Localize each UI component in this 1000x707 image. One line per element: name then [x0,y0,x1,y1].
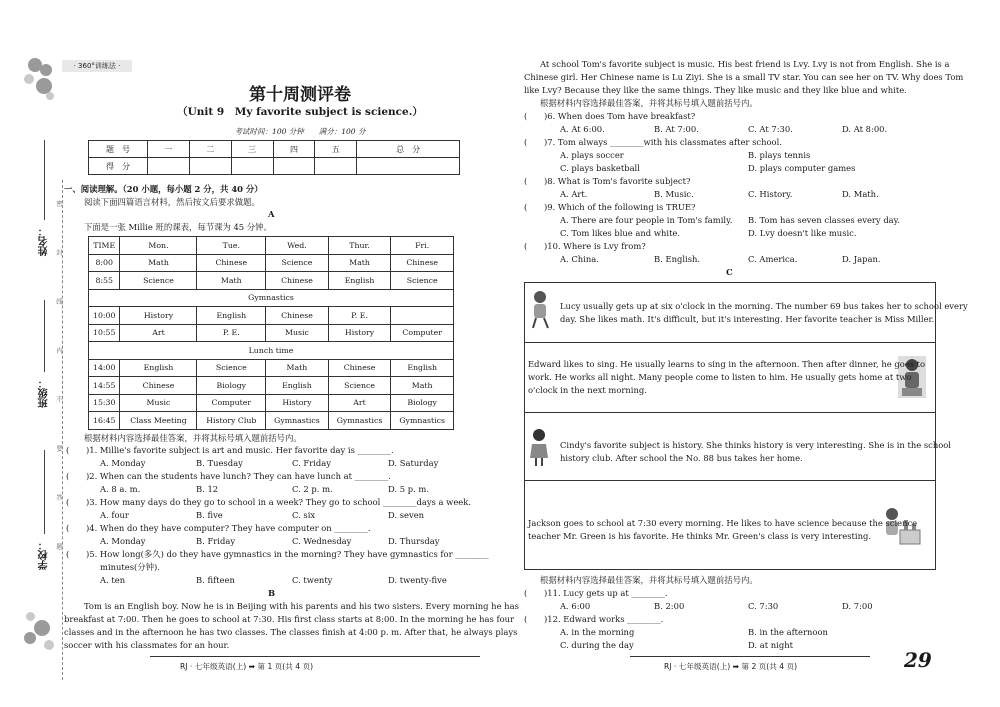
schedule-col-header: Wed. [266,237,329,255]
option[interactable]: D. plays computer games [748,163,856,173]
schedule-cell: English [328,272,391,290]
passage-b-line: breakfast at 7:00. Then he goes to school at 7:30. His first class starts at 8:00. In the morning he has four [64,614,515,624]
option[interactable]: A. 8 a. m. [100,484,141,494]
schedule-cell: Math [266,359,329,377]
passage-b-line: Tom is an English boy. Now he is in Beijing with his parents and his two sisters. Every morning he has [84,601,519,611]
score-cell[interactable] [357,158,460,175]
seal-notice: 密 封 线 内 不 要 答 题 [55,200,63,568]
schedule-row [89,254,454,272]
schedule-cell: 8:55 [89,272,120,290]
divider [524,480,935,481]
footer-right: RJ · 七年级英语(上) ➡ 第 2 页(共 4 页) [664,662,798,671]
schedule-cell: 15:30 [89,394,120,412]
score-table [88,140,460,175]
schedule-cell: Chinese [391,254,454,272]
schedule-cell: History [120,307,197,325]
question-3: ( )3. How many days do they go to school in a week? They go to school ________days a week. [66,497,471,507]
option[interactable]: C. At 7:30. [748,124,793,134]
score-header: 四 [273,141,315,158]
question-7: ( )7. Tom always ________with his classmates after school. [524,137,782,147]
schedule-row [89,307,454,325]
schedule-cell: 8:00 [89,254,120,272]
option[interactable]: C. 7:30 [748,601,779,611]
score-cell[interactable] [148,158,190,175]
passage-b-label: B [268,588,276,598]
score-row-label: 得 分 [89,158,148,175]
class-line[interactable] [44,300,45,372]
question-8: ( )8. What is Tom's favorite subject? [524,176,691,186]
schedule-cell: Math [328,254,391,272]
passage-c-line: work. He works all night. Many people come to listen to him. He usually gets home at two [528,372,912,382]
option[interactable]: A. ten [100,575,126,585]
schedule-cell: Chinese [120,377,197,395]
option[interactable]: A. There are four people in Tom's family. [560,215,733,225]
schedule-cell: English [391,359,454,377]
option[interactable]: C. 2 p. m. [292,484,333,494]
decor-circle [40,64,52,76]
passage-c-line: Cindy's favorite subject is history. She thinks history is very interesting. She is in the school [560,440,951,450]
passage-b-line: soccer with his classmates for an hour. [64,640,230,650]
passage-c-line: o'clock in the next morning. [528,385,647,395]
option[interactable]: C. Friday [292,458,332,468]
page-title: 第十周测评卷 [249,85,351,105]
lucy-figure-icon [528,290,552,330]
option[interactable]: A. Art. [560,189,588,199]
schedule-cell: Art [120,324,197,342]
option[interactable]: C. during the day [560,640,634,650]
schedule-cell: Math [391,377,454,395]
schedule-cell: Science [120,272,197,290]
passage-a-label: A [268,209,275,219]
schedule-row [89,412,454,430]
schedule-row [89,359,454,377]
schedule-cell: History Club [197,412,266,430]
question-2: ( )2. When can the students have lunch? They can have lunch at ________. [66,471,391,481]
schedule-cell: 10:00 [89,307,120,325]
passage-c-line: Edward likes to sing. He usually learns to sing in the afternoon. Then after dinner, he goes to [528,359,926,369]
schedule-cell: Gymnastics [328,412,391,430]
schedule-col-header: TIME [89,237,120,255]
schedule-cell: Chinese [328,359,391,377]
decor-circle [24,632,36,644]
section-instruction: 阅读下面四篇语言材料，然后按文后要求做题。 [84,197,260,207]
schedule-cell: Biology [391,394,454,412]
cindy-figure-icon [528,428,550,468]
schedule-row [89,377,454,395]
passage-c-line: history club. After school the No. 88 bus takes her home. [560,453,803,463]
option[interactable]: C. plays basketball [560,163,640,173]
option[interactable]: B. 2:00 [654,601,685,611]
option[interactable]: D. At 8:00. [842,124,888,134]
option[interactable]: C. History. [748,189,793,199]
exam-info: 考试时间：100 分钟 满分：100 分 [234,127,366,136]
option[interactable]: B. Music. [654,189,694,199]
question-12: ( )12. Edward works ________. [524,614,664,624]
divider [524,342,935,343]
schedule-row [89,394,454,412]
option[interactable]: D. Thursday [388,536,440,546]
score-header: 五 [315,141,357,158]
passage-c-line: teacher Mr. Green is his favorite. He thinks Mr. Green's class is very interesting. [528,531,872,541]
schedule-cell: Class Meeting [120,412,197,430]
option[interactable]: A. Monday [100,458,146,468]
schedule-cell: Chinese [197,254,266,272]
footer-rule [150,656,480,657]
option[interactable]: C. six [292,510,316,520]
schedule-cell: Chinese [266,272,329,290]
schedule-cell: Music [120,394,197,412]
passage-c-line: day. She likes math. It's difficult, but it's interesting. Her favorite teacher is Miss Miller. [560,314,935,324]
score-header: 题 号 [89,141,148,158]
schedule-row [89,324,454,342]
page-subtitle: （Unit 9 My favorite subject is science.） [177,106,423,118]
option[interactable]: D. Japan. [842,254,881,264]
schedule-break: Gymnastics [89,289,454,307]
decor-circle [34,620,50,636]
option[interactable]: A. plays soccer [560,150,624,160]
option[interactable]: C. America. [748,254,798,264]
option[interactable]: A. four [100,510,129,520]
option[interactable]: B. English. [654,254,701,264]
passage-c-line: Lucy usually gets up at six o'clock in the morning. The number 69 bus takes her to school every [560,301,968,311]
score-header: 二 [189,141,231,158]
decor-circle [46,92,54,100]
schedule-break: Lunch time [89,342,454,360]
schedule-cell: Gymnastics [391,412,454,430]
passage-b-line: At school Tom's favorite subject is music. His best friend is Lvy. Lvy is not from English. She is a [540,59,950,69]
option[interactable]: B. 12 [196,484,219,494]
schedule-cell: 14:55 [89,377,120,395]
schedule-table [88,236,454,430]
option[interactable]: A. At 6:00. [560,124,605,134]
option[interactable]: A. 6:00 [560,601,591,611]
option[interactable]: B. plays tennis [748,150,811,160]
score-cell[interactable] [189,158,231,175]
schedule-col-header: Tue. [197,237,266,255]
class-label: 班级： [39,378,50,408]
schedule-cell: Math [197,272,266,290]
passage-b-line: Chinese girl. Her Chinese name is Lu Ziyi. She is a small TV star. You can see her on TV. Why does Tom [524,72,964,82]
passage-a-directions: 根据材料内容选择最佳答案，并将其标号填入题前括号内。 [84,433,302,443]
option[interactable]: D. Saturday [388,458,439,468]
schedule-cell: P. E. [328,307,391,325]
option[interactable]: D. Math. [842,189,879,199]
school-line[interactable] [44,450,45,534]
option[interactable]: B. fifteen [196,575,235,585]
option[interactable]: B. Friday [196,536,236,546]
schedule-cell: 10:55 [89,324,120,342]
schedule-cell: Chinese [266,307,329,325]
schedule-break-row [89,342,454,360]
schedule-cell: Art [328,394,391,412]
brand-tag: · 360°训练法 · [62,60,132,72]
decor-circle [24,74,34,84]
schedule-cell: Science [266,254,329,272]
passage-c-directions: 根据材料内容选择最佳答案，并将其标号填入题前括号内。 [540,575,758,585]
name-line[interactable] [44,140,45,220]
schedule-col-header: Fri. [391,237,454,255]
footer-left: RJ · 七年级英语(上) ➡ 第 1 页(共 4 页) [180,662,314,671]
footer-rule [630,656,870,657]
schedule-break-row [89,289,454,307]
schedule-cell: Music [266,324,329,342]
page-number: 29 [904,648,932,672]
schedule-cell: Computer [197,394,266,412]
schedule-cell: Computer [391,324,454,342]
option[interactable]: D. 7:00 [842,601,873,611]
option[interactable]: B. Tom has seven classes every day. [748,215,900,225]
question-1: ( )1. Millie's favorite subject is art and music. Her favorite day is ________. [66,445,394,455]
name-label: 姓名： [39,226,50,256]
schedule-cell: 16:45 [89,412,120,430]
option[interactable]: B. in the afternoon [748,627,828,637]
schedule-row [89,272,454,290]
question-11: ( )11. Lucy gets up at ________. [524,588,668,598]
score-cell[interactable] [315,158,357,175]
option[interactable]: B. At 7:00. [654,124,699,134]
schedule-cell: History [266,394,329,412]
schedule-cell: English [197,307,266,325]
score-header: 一 [148,141,190,158]
schedule-cell [391,307,454,325]
passage-a-intro: 下面是一张 Millie 班的课表，每节课为 45 分钟。 [84,222,272,232]
schedule-col-header: Mon. [120,237,197,255]
score-cell[interactable] [273,158,315,175]
question-4: ( )4. When do they have computer? They have computer on ________. [66,523,371,533]
question-6: ( )6. When does Tom have breakfast? [524,111,696,121]
schedule-cell: Science [197,359,266,377]
option[interactable]: A. China. [560,254,599,264]
option[interactable]: D. seven [388,510,425,520]
question-9: ( )9. Which of the following is TRUE? [524,202,696,212]
schedule-cell: Gymnastics [266,412,329,430]
schedule-cell: English [120,359,197,377]
option[interactable]: D. twenty-five [388,575,447,585]
question-5: ( )5. How long(多久) do they have gymnastics in the morning? They have gymnastics for ________ [66,549,489,559]
passage-b-line: like Lvy? Because they like the same things. They like music and they like blue and white. [524,85,907,95]
option[interactable]: A. Monday [100,536,146,546]
school-label: 学校： [39,540,50,570]
score-header: 总 分 [357,141,460,158]
passage-b-line: classes and in the afternoon he has two classes. The classes finish at 4:00 p. m. After that, he always plays [64,627,518,637]
question-5-continued: minutes(分钟). [100,562,160,572]
schedule-header-row [89,237,454,255]
seal-line [62,180,63,680]
schedule-cell: Biology [197,377,266,395]
section-heading: 一、阅读理解。（20 小题，每小题 2 分，共 40 分） [64,184,263,194]
option[interactable]: D. at night [748,640,793,650]
option[interactable]: D. 5 p. m. [388,484,430,494]
option[interactable]: C. Wednesday [292,536,352,546]
schedule-cell: English [266,377,329,395]
option[interactable]: B. Tuesday [196,458,243,468]
passage-c-label: C [726,267,733,277]
passage-c-line: Jackson goes to school at 7:30 every morning. He likes to have science because the science [528,518,918,528]
score-cell[interactable] [231,158,273,175]
schedule-cell: Science [328,377,391,395]
question-10: ( )10. Where is Lvy from? [524,241,646,251]
decor-circle [44,640,54,650]
option[interactable]: B. five [196,510,223,520]
option[interactable]: D. Lvy doesn't like music. [748,228,857,238]
passage-b-directions: 根据材料内容选择最佳答案，并将其标号填入题前括号内。 [540,98,758,108]
option[interactable]: A. in the morning [560,627,635,637]
divider [524,412,935,413]
score-header: 三 [231,141,273,158]
schedule-cell: Math [120,254,197,272]
schedule-col-header: Thur. [328,237,391,255]
decor-circle [26,612,35,621]
schedule-cell: History [328,324,391,342]
schedule-cell: P. E. [197,324,266,342]
option[interactable]: C. Tom likes blue and white. [560,228,681,238]
schedule-cell: 14:00 [89,359,120,377]
schedule-cell: Science [391,272,454,290]
option[interactable]: C. twenty [292,575,333,585]
